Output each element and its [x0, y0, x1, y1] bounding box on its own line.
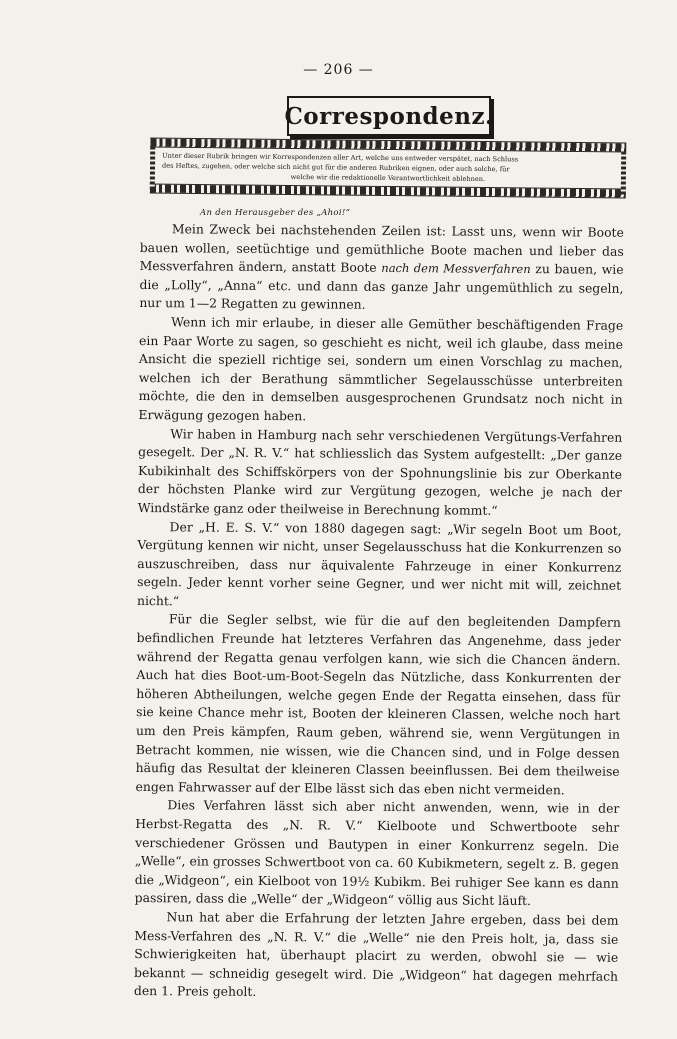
letter-body	[134, 220, 624, 1005]
section-heading	[284, 96, 494, 136]
paragraph: Für die Segler selbst, wie für die auf den begleitenden Dampfern befindlichen Freunde hat letzteres Verfahren das Angenehme, dass jeder während der Regatta genau verfolgen kann, wie sich die Chancen ändern. Auch hat dies Boot-um-Boot-Segeln das Nützliche, dass Konkurrenten der höheren Abtheilungen, welche gegen Ende der Regatta einsehen, dass für sie keine Chance mehr ist, Booten der kleineren Classen, welche noch hart um den Preis kämpfen, Raum geben, während sie, wenn Vergütungen in Betracht kommen, nie wissen, wie die Chancen sind, und in Folge dessen häufig das Resultat der kleineren Classen beeinflussen. Bei dem theilweise engen Fahrwasser auf der Elbe lässt sich das eben nicht vermeiden.	[135, 611, 621, 798]
emphasized-text: nach dem Messverfahren	[381, 261, 531, 277]
ornamental-border-left	[150, 148, 155, 190]
paragraph: Wenn ich mir erlaube, in dieser alle Gemüther beschäftigenden Frage ein Paar Worte zu sagen, so geschieht es nicht, weil ich glaube, dass meine Ansicht die speziell richtige sei, sondern um einen Vorschlag zu machen, welchen ich der Berathung sämmtlicher Segelausschüsse unterbreiten möchte, die den in demselben ausgesprochenen Grundsatz noch nicht in Erwägung gezogen haben.	[138, 314, 624, 424]
paragraph	[139, 220, 624, 317]
page-number: — 206 —	[303, 62, 374, 78]
paragraph: Nun hat aber die Erfahrung der letzten Jahre ergeben, dass bei dem Mess-Verfahren des „N. R. V.“ die „Welle“ nie den Preis holt, ja, dass sie Schwierigkeiten hat, überhaupt placirt zu werden, obwohl sie — wie bekannt — schneidig gesegelt wird. Die „Widgeon“ hat dagegen mehrfach den 1. Preis geholt.	[133, 909, 619, 1000]
notice-line: des Heftes, zugehen, oder welche sich nicht gut für die anderen Rubriken eignen, oder auch solche, für	[162, 161, 510, 174]
paragraph: Wir haben in Hamburg nach sehr verschiedenen Vergütungs-Verfahren gesegelt. Der „N. R. V.“ hat schliesslich das System aufgestellt: „Der ganze Kubikinhalt des Schiffskörpers von der Spohnungslinie bis zur Oberkante der höchsten Planke wird zur Vergütung gezogen, welche je nach der Windstärke ganz oder theilweise in Berechnung kommt.“	[137, 425, 623, 518]
notice-line: Unter dieser Rubrik bringen wir Korrespondenzen aller Art, welche uns entweder verspätet, nach Schluss	[162, 151, 519, 164]
paragraph-text: Mein Zweck bei nachstehenden Zeilen ist: Lasst uns, wenn wir Boote bauen wollen, seetüchtige und gemüthliche Boote machen und lieber das Messverfahren ändern, anstatt Boote	[139, 221, 624, 276]
notice-line: welche wir die redaktionelle Verantwortlichkeit ablehnen.	[290, 172, 486, 183]
paragraph-text: zu bauen, wie die „Lolly“, „Anna“ etc. und dann das ganze Jahr ungemüthlich zu segeln, nur um 1—2 Regatten zu gewinnen.	[139, 261, 624, 313]
ornamental-border-right	[621, 152, 626, 194]
editorial-notice-text	[150, 148, 626, 189]
letter-salutation: An den Herausgeber des „Ahoi!“	[200, 208, 351, 218]
paragraph: Der „H. E. S. V.“ von 1880 dagegen sagt: „Wir segeln Boot um Boot, Vergütung kennen wir nicht, unser Segelausschuss hat die Konkurrenzen so auszuschreiben, dass nur äquivalente Fahrzeuge in einer Konkurrenz segeln. Jeder kennt vorher seine Gegner, und wer nicht mit will, zeichnet nicht.“	[136, 518, 622, 609]
editorial-notice-box	[150, 138, 627, 205]
paragraph: Dies Verfahren lässt sich aber nicht anwenden, wenn, wie in der Herbst-Regatta des „N. R. V.“ Kielboote und Schwertboote sehr verschiedener Grössen und Bautypen in einer Konkurrenz segeln. Die „Welle“, ein grosses Schwertboot von ca. 60 Kubikmetern, segelt z. B. gegen die „Widgeon“, ein Kielboot von 19½ Kubikm. Bei ruhiger See kann es dann passiren, dass die „Welle“ der „Widgeon“ völlig aus Sicht läuft.	[134, 797, 620, 909]
section-heading-text: Correspondenz.	[284, 102, 494, 130]
